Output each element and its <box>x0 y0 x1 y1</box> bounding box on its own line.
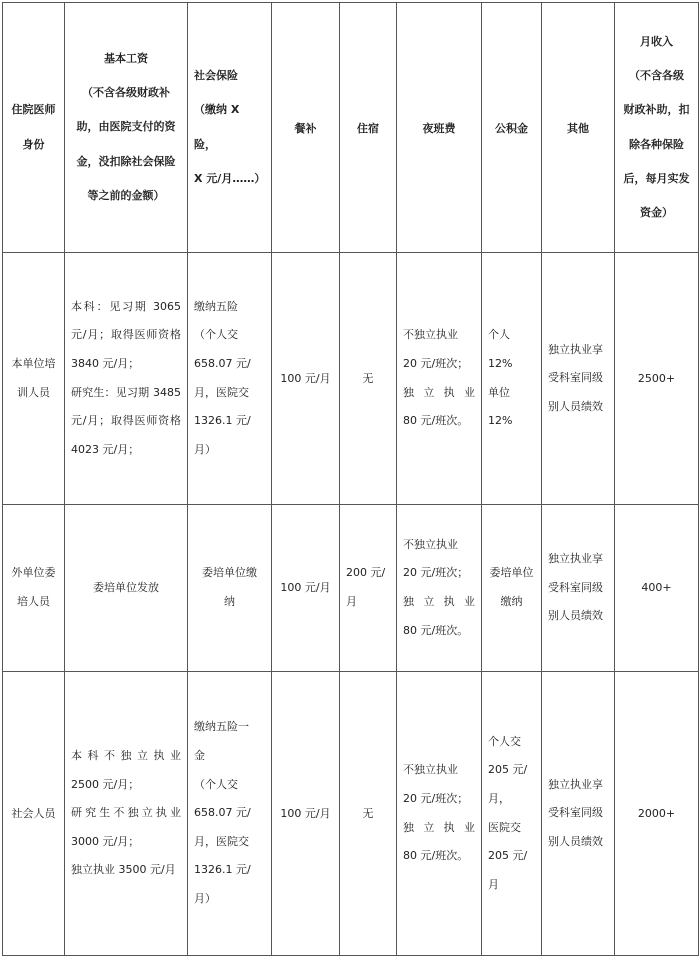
cell-other: 独立执业享 受科室同级 别人员绩效 <box>542 253 615 505</box>
header-housing-fund: 公积金 <box>482 3 542 253</box>
cell-housing: 无 <box>340 672 397 956</box>
cell-meal: 100 元/月 <box>272 505 340 672</box>
table-row <box>3 672 699 956</box>
header-other: 其他 <box>542 3 615 253</box>
cell-housing: 200 元/ 月 <box>340 505 397 672</box>
cell-other: 独立执业享 受科室同级 别人员绩效 <box>542 672 615 956</box>
header-social-insurance: 社会保险 （缴纳 X 险， X 元/月……） <box>188 3 272 253</box>
cell-meal: 100 元/月 <box>272 672 340 956</box>
cell-other: 独立执业享 受科室同级 别人员绩效 <box>542 505 615 672</box>
cell-housing: 无 <box>340 253 397 505</box>
header-base-salary: 基本工资 （不含各级财政补 助，由医院支付的资 金，没扣除社会保险 等之前的金额） <box>65 3 188 253</box>
cell-social-insurance: 缴纳五险 （个人交 658.07 元/ 月，医院交 1326.1 元/ 月） <box>188 253 272 505</box>
cell-identity: 本单位培 训人员 <box>3 253 65 505</box>
cell-base-salary: 委培单位发放 <box>65 505 188 672</box>
cell-housing-fund: 个人 12% 单位 12% <box>482 253 542 505</box>
header-row <box>3 3 699 253</box>
cell-base-salary: 本科：见习期 3065 元/月；取得医师资格 3840 元/月； 研究生：见习期 3485 元/月；取得医师资格 4023 元/月； <box>65 253 188 505</box>
cell-meal: 100 元/月 <box>272 253 340 505</box>
cell-night-shift: 不独立执业 20 元/班次； 独 立 执 业 80 元/班次。 <box>397 253 482 505</box>
salary-table <box>2 2 699 956</box>
header-identity: 住院医师 身份 <box>3 3 65 253</box>
cell-social-insurance: 委培单位缴 纳 <box>188 505 272 672</box>
header-night-shift: 夜班费 <box>397 3 482 253</box>
cell-night-shift: 不独立执业 20 元/班次； 独 立 执 业 80 元/班次。 <box>397 672 482 956</box>
header-housing: 住宿 <box>340 3 397 253</box>
cell-housing-fund: 委培单位 缴纳 <box>482 505 542 672</box>
cell-night-shift: 不独立执业 20 元/班次； 独 立 执 业 80 元/班次。 <box>397 505 482 672</box>
cell-identity: 外单位委 培人员 <box>3 505 65 672</box>
cell-base-salary: 本科不独立执业 2500 元/月； 研究生不独立执业 3000 元/月； 独立执业 3500 元/月 <box>65 672 188 956</box>
table-row <box>3 253 699 505</box>
cell-housing-fund: 个人交 205 元/ 月， 医院交 205 元/月 <box>482 672 542 956</box>
cell-monthly-income: 2500+ <box>615 253 699 505</box>
cell-monthly-income: 400+ <box>615 505 699 672</box>
header-meal: 餐补 <box>272 3 340 253</box>
header-monthly-income: 月收入 （不含各级 财政补助，扣 除各种保险 后，每月实发 资金） <box>615 3 699 253</box>
cell-identity: 社会人员 <box>3 672 65 956</box>
cell-monthly-income: 2000+ <box>615 672 699 956</box>
table-row <box>3 505 699 672</box>
cell-social-insurance: 缴纳五险一 金 （个人交 658.07 元/ 月，医院交 1326.1 元/ 月） <box>188 672 272 956</box>
